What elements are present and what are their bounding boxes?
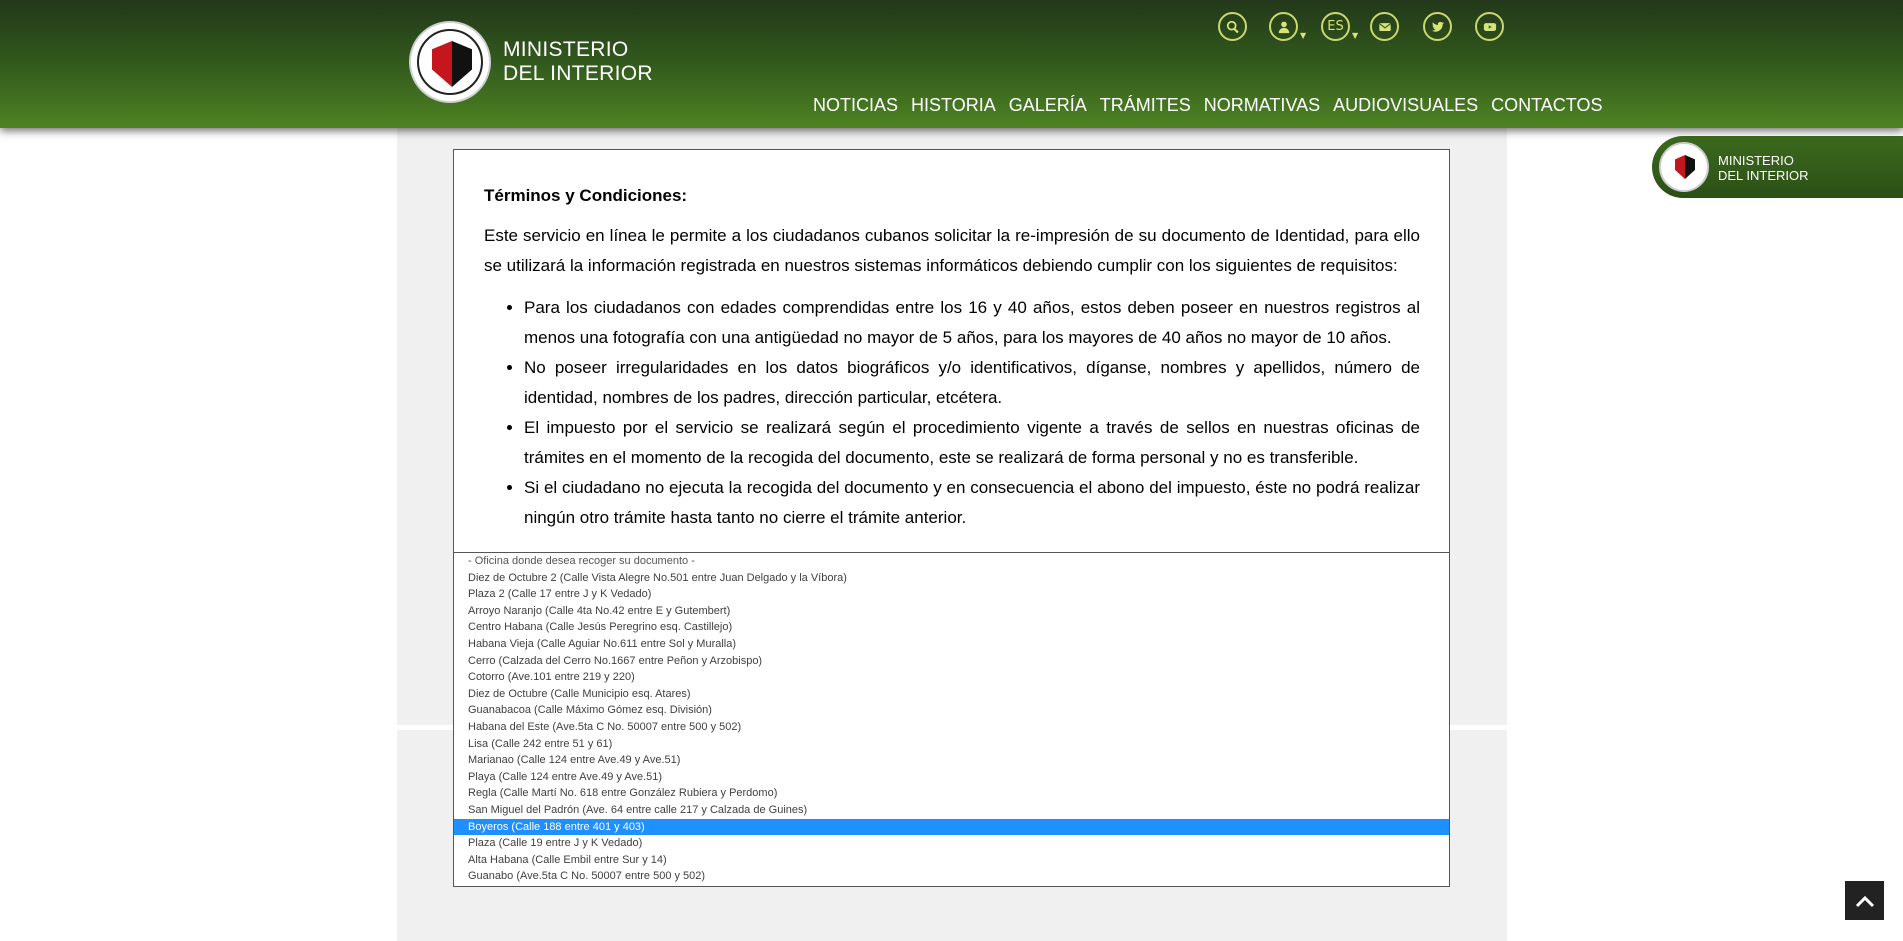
brand-line-1: MINISTERIO	[503, 38, 629, 61]
nav-tramites[interactable]: TRÁMITES	[1099, 95, 1191, 115]
nav-galeria[interactable]: GALERÍA	[1008, 95, 1087, 115]
language-selector[interactable]	[1321, 12, 1350, 41]
ministry-logo[interactable]	[409, 21, 491, 103]
terms-conditions-box[interactable]	[453, 149, 1450, 553]
header-utility-icons	[1218, 12, 1508, 42]
office-option[interactable]: Cotorro (Ave.101 entre 219 y 220)	[468, 671, 635, 684]
mail-icon[interactable]	[1370, 12, 1399, 41]
office-option[interactable]: Alta Habana (Calle Embil entre Sur y 14)	[468, 853, 667, 866]
requirement-item: • Si el ciudadano no ejecuta la recogida del documento y en consecuencia el abono del impuesto, éste no podrá realizar ningún otro trámite hasta tanto no cierre el trámite anterior.	[524, 473, 1420, 533]
office-option[interactable]: Centro Habana (Calle Jesús Peregrino esq. Castillejo)	[468, 621, 733, 634]
language-caret-icon[interactable]: ▼	[1352, 31, 1359, 40]
office-select-listbox[interactable]	[453, 553, 1450, 887]
nav-historia[interactable]: HISTORIA	[911, 95, 996, 115]
office-option[interactable]: Guanabo (Ave.5ta C No. 50007 entre 500 y 502)	[468, 870, 706, 883]
nav-noticias[interactable]: NOTICIAS	[813, 95, 899, 115]
badge-shield-icon	[1675, 155, 1695, 179]
search-icon[interactable]	[1218, 12, 1247, 41]
office-select-placeholder[interactable]: - Oficina donde desea recoger su documento -	[468, 555, 695, 567]
office-option[interactable]: Lisa (Calle 242 entre 51 y 61)	[468, 737, 613, 750]
office-option[interactable]: Diez de Octubre 2 (Calle Vista Alegre No.501 entre Juan Delgado y la Víbora)	[468, 571, 847, 584]
office-option[interactable]: Marianao (Calle 124 entre Ave.49 y Ave.51)	[468, 754, 681, 767]
office-option-selected[interactable]: Boyeros (Calle 188 entre 401 y 403)	[454, 819, 1449, 836]
office-option[interactable]: Cerro (Calzada del Cerro No.1667 entre Peñon y Arzobispo)	[468, 654, 763, 667]
badge-line-1: MINISTERIO	[1718, 153, 1794, 168]
requirement-item: • El impuesto por el servicio se realizará según el procedimiento vigente a través de sellos en nuestras oficinas de trámites en el momento de la recogida del documento, este se realizará de forma personal y no es transferible.	[524, 413, 1420, 473]
floating-ministry-badge[interactable]	[1652, 136, 1903, 198]
badge-logo-icon	[1659, 142, 1709, 192]
nav-audiovisuales[interactable]: AUDIOVISUALES	[1333, 95, 1479, 115]
office-option[interactable]: Plaza (Calle 19 entre J y K Vedado)	[468, 837, 643, 850]
twitter-icon[interactable]	[1423, 12, 1452, 41]
language-label: ES	[1327, 19, 1344, 34]
nav-contactos[interactable]: CONTACTOS	[1491, 95, 1603, 115]
office-option[interactable]: Habana Vieja (Calle Aguiar No.611 entre Sol y Muralla)	[468, 637, 737, 650]
office-option[interactable]: Diez de Octubre (Calle Municipio esq. Atares)	[468, 687, 691, 700]
requirements-list	[484, 293, 1420, 533]
chevron-up-icon	[1855, 894, 1875, 908]
office-option[interactable]: Guanabacoa (Calle Máximo Gómez esq. División)	[468, 704, 712, 717]
main-navigation	[813, 92, 1602, 118]
back-to-top-button[interactable]	[1845, 881, 1884, 920]
terms-intro: Este servicio en línea le permite a los ciudadanos cubanos solicitar la re-impresión de su documento de Identidad, para ello se utilizará la información registrada en nuestros sistemas informáticos debiendo cumplir con los siguientes de requisitos:	[484, 226, 1420, 275]
office-option[interactable]: Habana del Este (Ave.5ta C No. 50007 entre 500 y 502)	[468, 720, 742, 733]
office-option[interactable]: Regla (Calle Martí No. 618 entre González Rubiera y Perdomo)	[468, 787, 778, 800]
requirement-item: • Para los ciudadanos con edades comprendidas entre los 16 y 40 años, estos deben poseer en nuestros registros al menos una fotografía con una antigüedad no mayor de 5 años, para los mayores de 40 años no mayor de 10 años.	[524, 293, 1420, 353]
user-icon[interactable]	[1269, 12, 1298, 41]
office-option[interactable]: Arroyo Naranjo (Calle 4ta No.42 entre E y Gutembert)	[468, 604, 731, 617]
office-option[interactable]: Playa (Calle 124 entre Ave.49 y Ave.51)	[468, 770, 663, 783]
user-menu-caret-icon[interactable]: ▼	[1300, 31, 1307, 40]
terms-content	[484, 183, 1420, 533]
terms-title: Términos y Condiciones:	[484, 186, 688, 205]
requirement-item: • No poseer irregularidades en los datos biográficos y/o identificativos, díganse, nombres y apellidos, número de identidad, nombres de los padres, dirección particular, etcétera.	[524, 353, 1420, 413]
badge-line-2: DEL INTERIOR	[1718, 168, 1809, 183]
office-option[interactable]: San Miguel del Padrón (Ave. 64 entre calle 217 y Calzada de Guines)	[468, 803, 808, 816]
brand-line-2: DEL INTERIOR	[503, 62, 653, 85]
youtube-icon[interactable]	[1475, 12, 1504, 41]
badge-text	[1718, 153, 1809, 183]
nav-normativas[interactable]: NORMATIVAS	[1203, 95, 1321, 115]
brand-name[interactable]	[503, 38, 653, 86]
site-header	[0, 0, 1903, 128]
office-option[interactable]: Plaza 2 (Calle 17 entre J y K Vedado)	[468, 588, 652, 601]
